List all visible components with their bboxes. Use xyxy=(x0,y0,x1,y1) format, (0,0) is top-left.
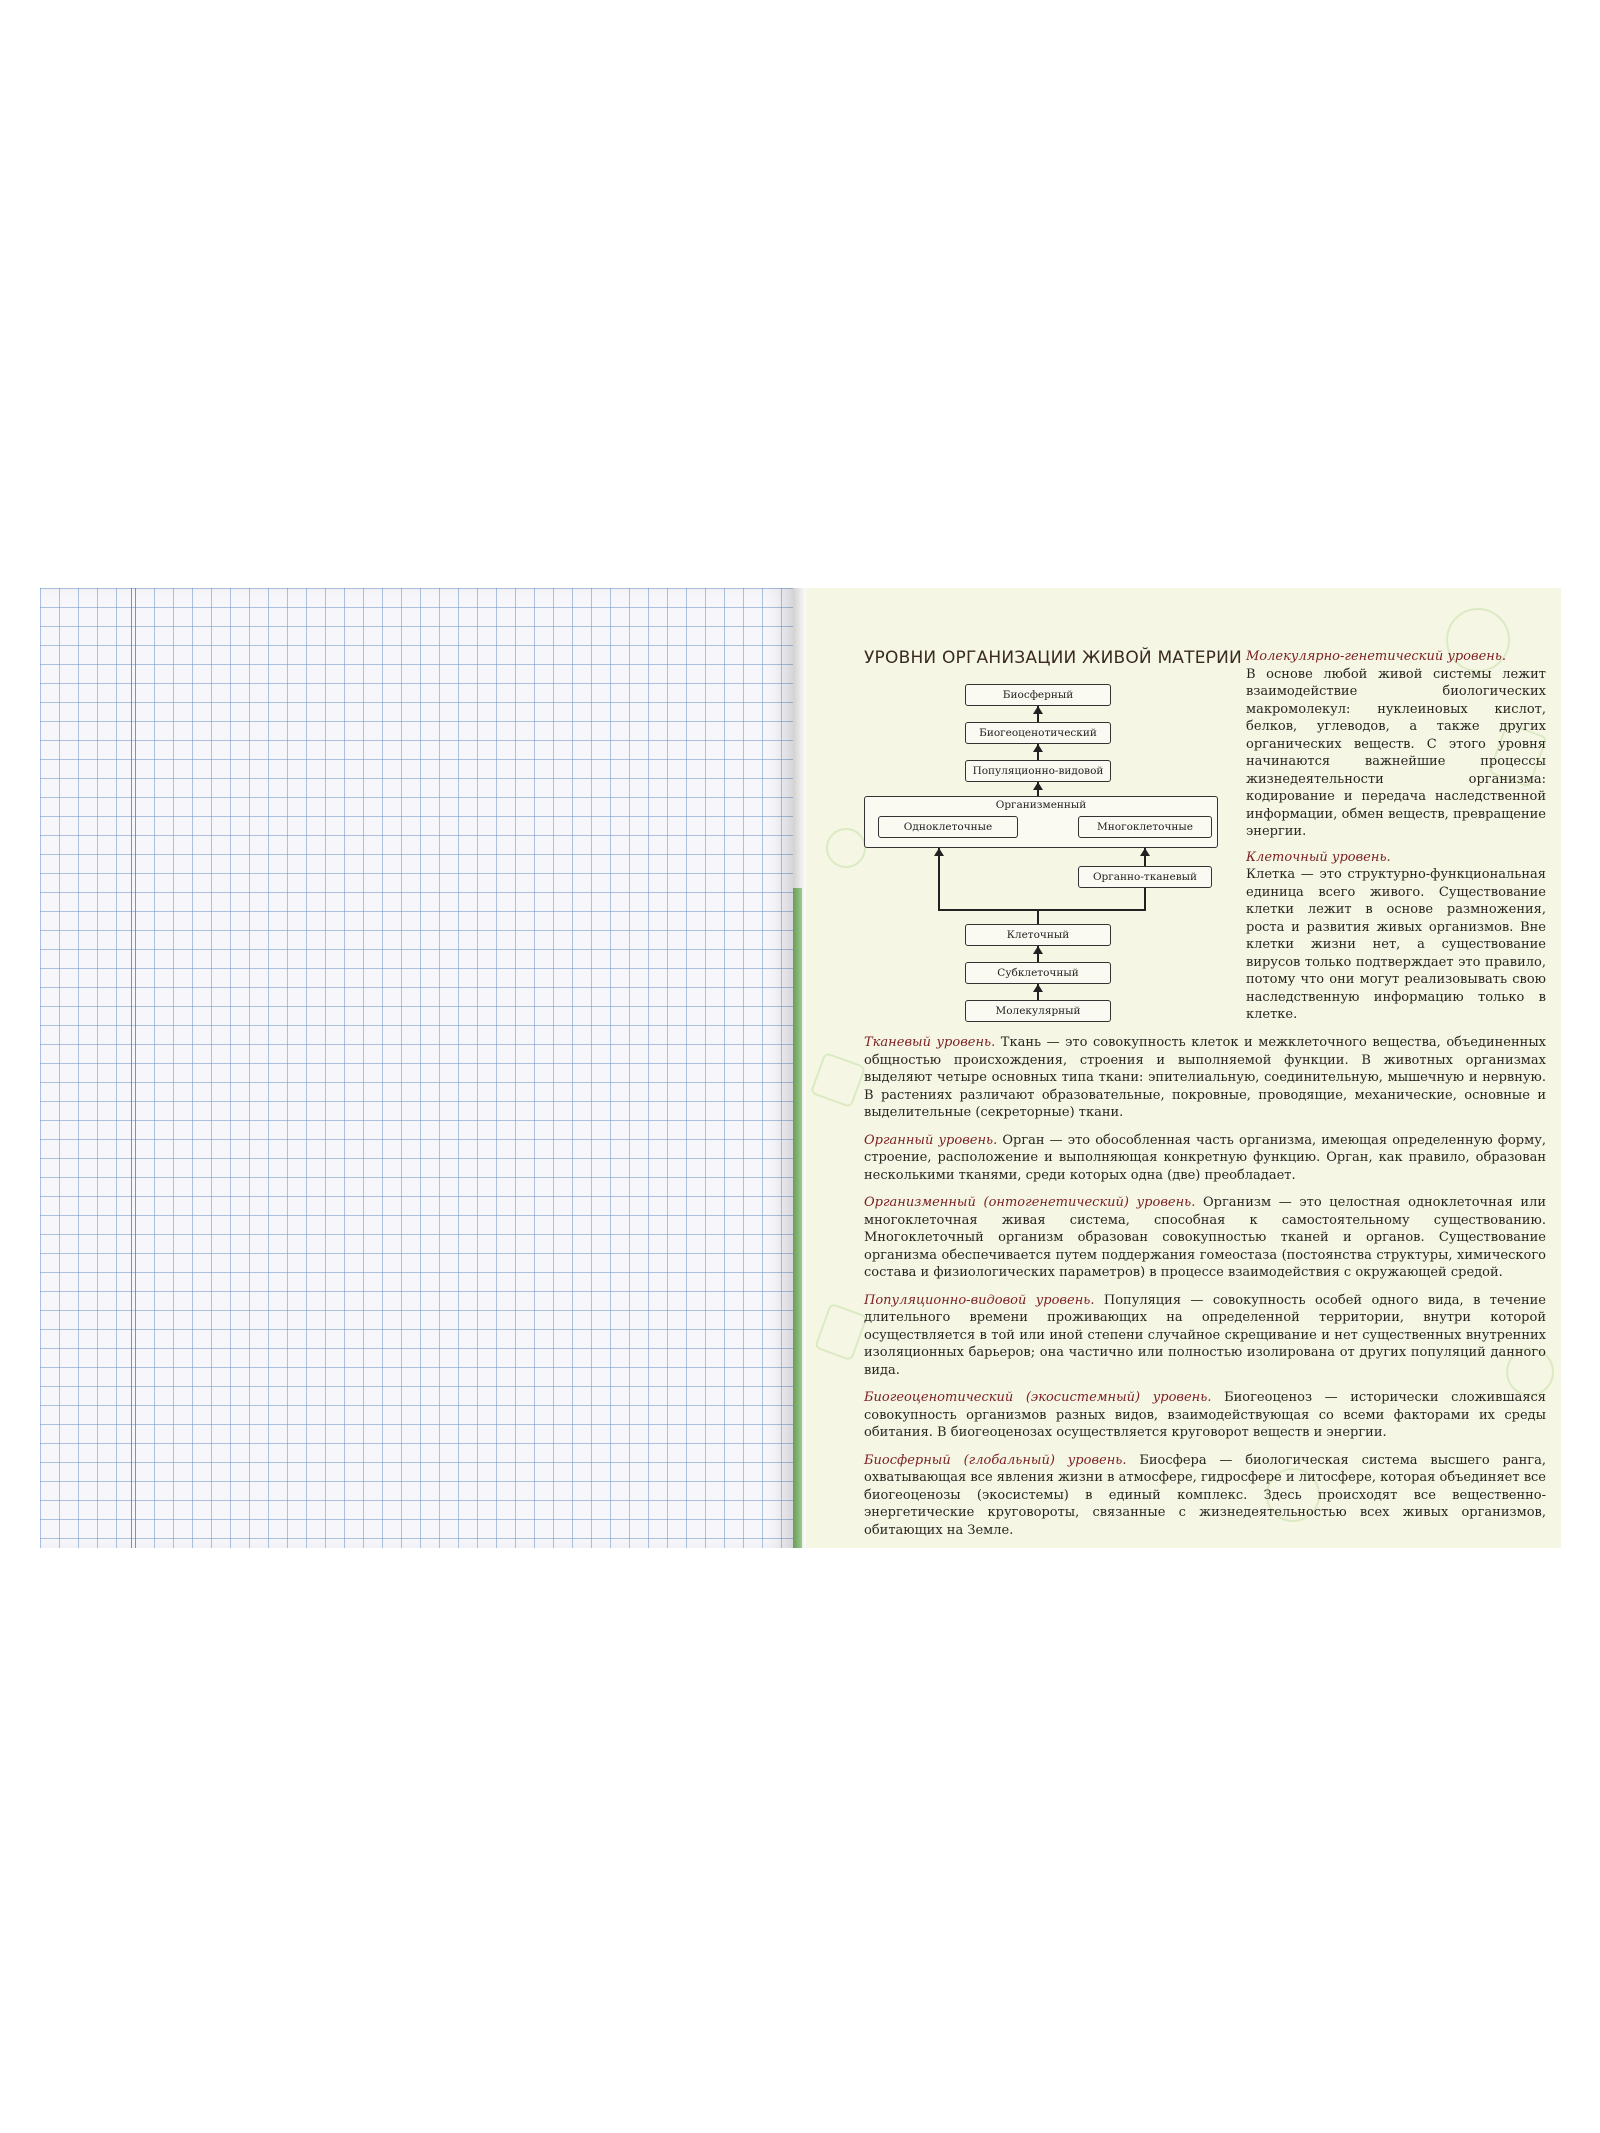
box-multicellular: Многоклеточные xyxy=(1078,816,1212,838)
box-organ-tissue: Органно-тканевый xyxy=(1078,866,1212,888)
paragraph-organ xyxy=(864,1132,1546,1185)
paragraph-heading: Биосферный (глобальный) уровень. xyxy=(864,1452,1127,1468)
connector xyxy=(938,848,940,910)
paragraph-heading: Популяционно-видовой уровень. xyxy=(864,1292,1095,1308)
paragraph-heading: Тканевый уровень. xyxy=(864,1035,996,1050)
info-page xyxy=(806,588,1561,1548)
doodle-square xyxy=(814,1303,868,1362)
box-subcellular: Субклеточный xyxy=(965,962,1111,984)
page-title: УРОВНИ ОРГАНИЗАЦИИ ЖИВОЙ МАТЕРИИ xyxy=(864,648,1242,668)
paragraph-text: В основе любой живой системы лежит взаимодействие биологических макромолекул: нуклеиновых кислот, белков, углеводов, а также других органических веществ. С этого уровня начинаются важнейшие процессы жизнедеятельности организма: кодирование и передача наследственной информации, обмен веществ, превращение энергии. xyxy=(1246,666,1546,839)
gutter-shadow xyxy=(793,588,807,1548)
main-column xyxy=(864,1034,1546,1548)
paragraph-tissue xyxy=(864,1034,1546,1122)
paragraph-heading: Клеточный уровень. xyxy=(1246,849,1391,865)
arrow-head xyxy=(1033,706,1043,714)
box-molecular: Молекулярный xyxy=(965,1000,1111,1022)
paragraph-text: Биосфера — биологическая система высшего ранга, охватывающая все явления жизни в атмосфере, гидросфере и литосфере, которая объединяет все биогеоценозы (экосистемы) в единый комплекс. Здесь происходят все вещественно-энергетические круговороты, связанные с жизнедеятельностью всех живых организмов, обитающих на Земле. xyxy=(864,1452,1546,1538)
arrow-head xyxy=(1140,848,1150,856)
box-population: Популяционно-видовой xyxy=(965,760,1111,782)
paragraph-heading: Молекулярно-генетический уровень. xyxy=(1246,649,1507,664)
paragraph-biogeocenotic xyxy=(864,1389,1546,1442)
doodle-square xyxy=(810,1052,866,1108)
grid-page xyxy=(40,588,793,1548)
arrow-head xyxy=(1033,744,1043,752)
paragraph-molecular xyxy=(1246,648,1546,841)
arrow-head xyxy=(934,848,944,856)
side-column xyxy=(1246,648,1546,1032)
paragraph-population xyxy=(864,1292,1546,1380)
notebook-spread xyxy=(40,588,1561,1548)
paragraph-text: Биогеоценоз — исторически сложившаяся совокупность организмов разных видов, взаимодействующая со всеми факторами их среды обитания. В биогеоценозах осуществляется круговорот веществ и энергии. xyxy=(864,1390,1546,1440)
arrow-head xyxy=(1033,782,1043,790)
paragraph-biosphere xyxy=(864,1452,1546,1540)
connector xyxy=(1037,910,1039,924)
paragraph-text: Популяция — совокупность особей одного вида, в течение длительного времени проживающих на определенной территории, внутри которой осуществляется в той или иной степени случайное скрещивание и нет существенных внутренних изоляционных барьеров; она частично или полностью изолирована от других популяций данного вида. xyxy=(864,1292,1546,1378)
paragraph-text: Ткань — это совокупность клеток и межклеточного вещества, объединенных общностью происхождения, строения и выполняемой функции. В животных организмах выделяют четыре основных типа ткани: эпителиальную, соединительную, мышечную и нервную. В растениях различают образовательные, покровные, проводящие, механические, основные и выделительные (секреторные) ткани. xyxy=(864,1035,1546,1120)
connector xyxy=(938,909,1146,911)
paragraph-heading: Биогеоценотический (экосистемный) уровень. xyxy=(864,1390,1212,1405)
red-margin-line xyxy=(131,588,136,1548)
paragraph-cellular xyxy=(1246,849,1546,1024)
box-biosphere: Биосферный xyxy=(965,684,1111,706)
paragraph-text: Организм — это целостная одноклеточная или многоклеточная живая система, способная к самостоятельному существованию. Многоклеточный организм образован совокупностью тканей и органов. Существование организма обеспечивается путем поддержания гомеостаза (постоянства структуры, химического состава и физиологических параметров) в процессе взаимодействия с окружающей средой. xyxy=(864,1195,1546,1280)
arrow-head xyxy=(1033,984,1043,992)
paragraph-text: Орган — это обособленная часть организма, имеющая определенную форму, строение, расположение и выполняющая конкретную функцию. Орган, как правило, образован несколькими тканями, среди которых одна (две) преобладает. xyxy=(864,1132,1546,1183)
arrow-head xyxy=(1033,946,1043,954)
box-unicellular: Одноклеточные xyxy=(878,816,1018,838)
organism-label: Организменный xyxy=(995,799,1087,811)
paragraph-organism xyxy=(864,1194,1546,1282)
paragraph-heading: Организменный (онтогенетический) уровень. xyxy=(864,1195,1196,1210)
paragraph-heading: Органный уровень. xyxy=(864,1132,998,1148)
box-cellular: Клеточный xyxy=(965,924,1111,946)
levels-diagram xyxy=(860,682,1220,1022)
connector xyxy=(1144,888,1146,910)
paragraph-text: Клетка — это структурно-функциональная единица всего живого. Существование клетки лежит в основе размножения, роста и развития живых организмов. Вне клетки жизни нет, а существование вирусов только подтверждает это правило, потому что они могут реализовывать свою наследственную информацию только в клетке. xyxy=(1246,867,1546,1022)
box-biogeocenotic: Биогеоценотический xyxy=(965,722,1111,744)
